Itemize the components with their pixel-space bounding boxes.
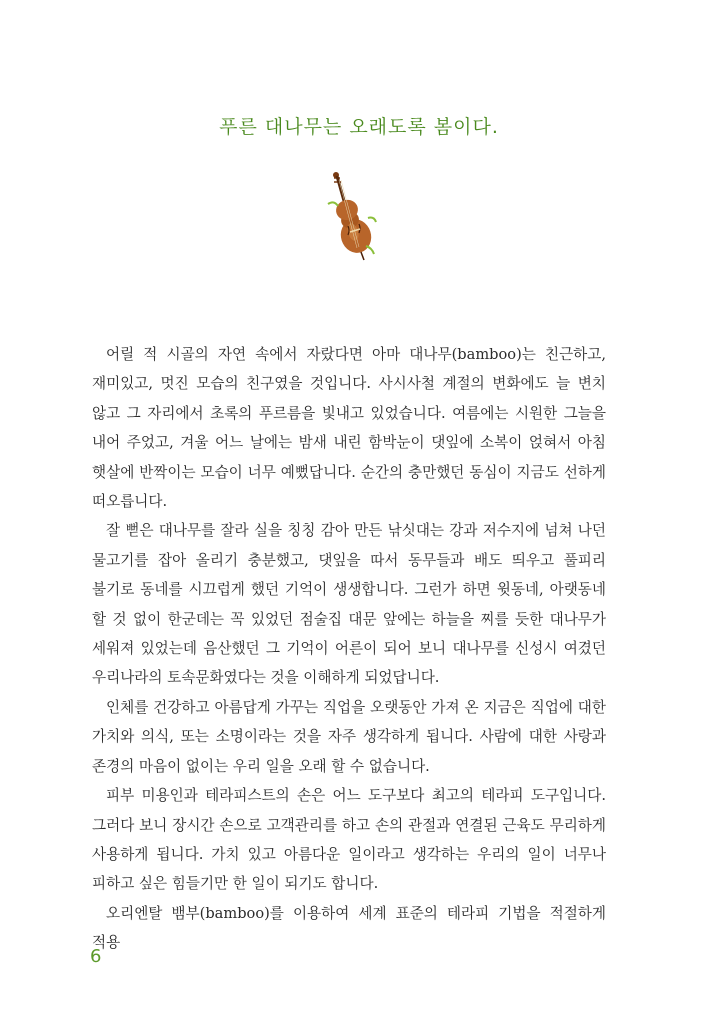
paragraph: 피부 미용인과 테라피스트의 손은 어느 도구보다 최고의 테라피 도구입니다. 그러다 보니 장시간 손으로 고객관리를 하고 손의 관절과 연결된 근육도 무리하게 사용하게 됩니다. 가치 있고 아름다운 일이라고 생각하는 우리의 일이 너무나 피하고 싶은 힘들기만 한 일이 되기도 합니다. (92, 787, 606, 893)
paragraph: 잘 뻗은 대나무를 잘라 실을 칭칭 감아 만든 낚싯대는 강과 저수지에 넘쳐 나던 물고기를 잡아 올리기 충분했고, 댓잎을 따서 동무들과 배도 띄우고 풀피리 불기로 동네를 시끄럽게 했던 기억이 생생합니다. 그런가 하면 윗동네, 아랫동네 할 것 없이 한군데는 꼭 있었던 점술집 대문 앞에는 하늘을 찌를 듯한 대나무가 세워져 있었는데 음산했던 그 기억이 어른이 되어 보니 대나무를 신성시 여겼던 우리나라의 토속문화였다는 것을 이해하게 되었답니다. (92, 522, 606, 687)
body-text (92, 340, 606, 958)
page-number: 6 (90, 946, 102, 967)
paragraph: 인체를 건강하고 아름답게 가꾸는 직업을 오랫동안 가져 온 지금은 직업에 대한 가치와 의식, 또는 소명이라는 것을 자주 생각하게 됩니다. 사람에 대한 사랑과 존경의 마음이 없이는 우리 일을 오래 할 수 없습니다. (92, 698, 606, 775)
cello-illustration (320, 168, 380, 264)
paragraph: 어릴 적 시골의 자연 속에서 자랐다면 아마 대나무(bamboo)는 친근하고, 재미있고, 멋진 모습의 친구였을 것입니다. 사시사철 계절의 변화에도 늘 변치 않고 그 자리에서 초록의 푸르름을 빛내고 있었습니다. 여름에는 시원한 그늘을 내어 주었고, 겨울 어느 날에는 밤새 내린 함박눈이 댓잎에 소복이 얹혀서 아침 햇살에 반짝이는 모습이 너무 예뻤답니다. 순간의 충만했던 동심이 지금도 선하게 떠오릅니다. (92, 346, 606, 511)
paragraph: 오리엔탈 뱀부(bamboo)를 이용하여 세계 표준의 테라피 기법을 적절하게 적용 (92, 904, 606, 952)
cello-icon (320, 168, 380, 264)
page-title: 푸른 대나무는 오래도록 봄이다. (219, 116, 499, 138)
